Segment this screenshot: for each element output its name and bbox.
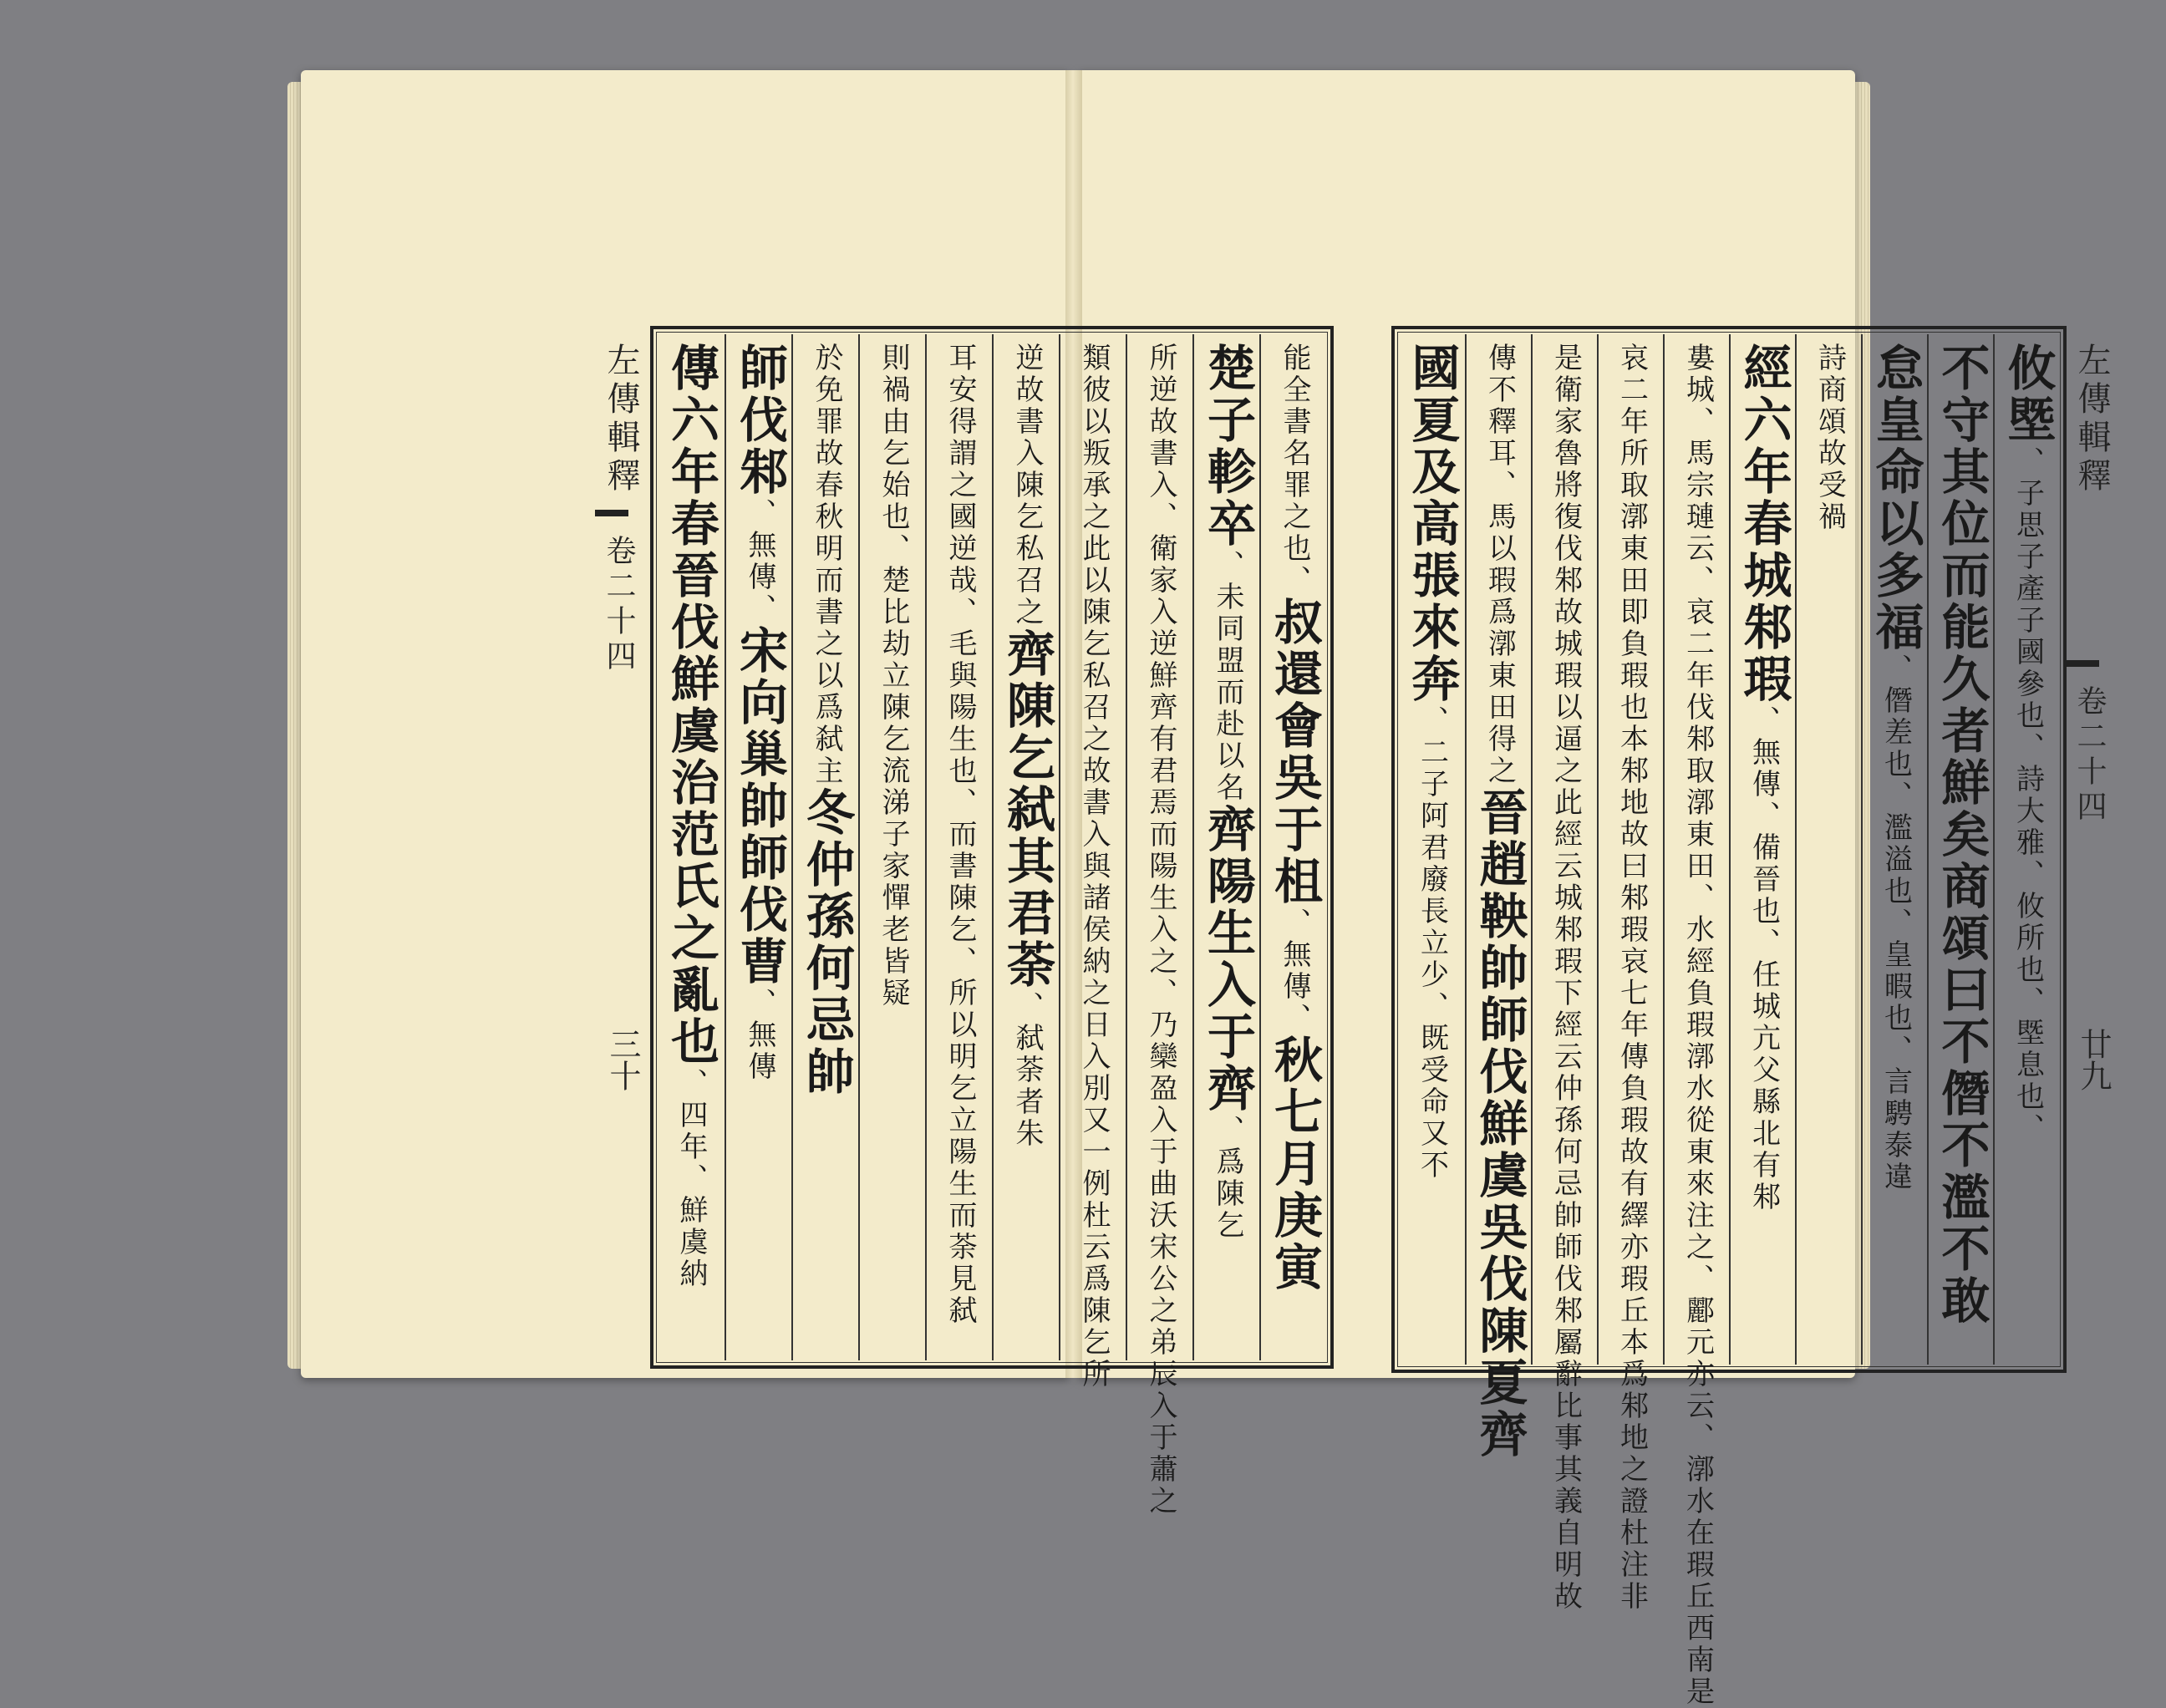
main-text: 攸塈: [1999, 343, 2057, 446]
text-column: [1597, 334, 1665, 1613]
commentary-text: 、爲陳乞: [1211, 1115, 1244, 1242]
main-text: 國夏及高張來奔: [1403, 343, 1461, 705]
main-text: 叔還會吳于柤: [1266, 597, 1323, 907]
left-header-volume: 卷二十四: [602, 535, 636, 675]
main-text: 楚子軫卒: [1199, 343, 1256, 550]
left-text-frame: [650, 326, 1334, 1517]
main-text: 宋向巢帥師伐曹: [731, 625, 788, 988]
text-column: [1795, 334, 1863, 1365]
main-text: 師伐邾: [731, 343, 788, 498]
commentary-text: 傳不釋耳、馬以瑕爲漷東田得之: [1482, 343, 1517, 787]
text-column: [1729, 334, 1797, 1365]
commentary-text: 、僭差也、濫溢也、皇暇也、言騁泰違: [1879, 653, 1913, 1193]
text-column: [1531, 334, 1599, 1613]
main-text: 怠皇命以多福: [1867, 343, 1924, 653]
commentary-text: 逆故書入陳乞私召之: [1010, 343, 1044, 628]
main-text: 傳六年春晉伐鮮虞治范氏之亂也: [663, 343, 719, 1068]
left-header-title: 左傳輯釋: [602, 343, 640, 496]
commentary-text: 能全書名罪之也、: [1278, 343, 1311, 597]
right-page-number: 廿九: [2075, 1028, 2112, 1091]
text-column: [1861, 334, 1929, 1365]
right-text-frame: [1391, 326, 2067, 1708]
commentary-text: 、子思子產子國參也、詩大雅、攸所也、塈息也、: [2011, 446, 2045, 1145]
main-text: 齊陽生入于齊: [1199, 804, 1256, 1115]
right-header-volume: 卷二十四: [2072, 685, 2107, 826]
main-text: 晉趙鞅帥師伐鮮虞吳伐陳夏齊: [1471, 787, 1528, 1461]
main-text: 齊陳乞弑其君荼: [999, 628, 1055, 991]
commentary-text: 、無傳、備晉也、任城亢父縣北有邾: [1747, 705, 1781, 1213]
commentary-text: 、無傳: [743, 988, 776, 1083]
text-column: [1663, 334, 1731, 1708]
right-header-divider: [2066, 660, 2099, 667]
text-column: [1059, 334, 1127, 1390]
text-column: [925, 334, 994, 1360]
commentary-text: 、無傳、: [743, 498, 776, 625]
commentary-text: 、無傳、: [1278, 907, 1311, 1034]
commentary-text: 詩商頌故受禍: [1813, 343, 1847, 533]
text-column: [1927, 334, 1995, 1365]
main-text: 冬仲孫何忌帥: [798, 787, 855, 1098]
text-column: [858, 334, 927, 1360]
text-column: [1399, 334, 1465, 1365]
commentary-text: 、未同盟而赴以名: [1211, 550, 1244, 804]
text-column: [1465, 334, 1533, 1461]
main-text: 秋七月庚寅: [1266, 1034, 1323, 1294]
commentary-text: 、弑荼者朱: [1010, 991, 1044, 1150]
text-column: [725, 334, 793, 1360]
commentary-text: 婁城、馬宗璉云、哀二年伐邾取漷東田、水經負瑕漷水從東來注之、酈元亦云、漷水在瑕丘西南是: [1680, 343, 1715, 1708]
commentary-text: 則禍由乞始也、楚比劫立陳乞流涕子家憚老皆疑: [877, 343, 910, 1009]
left-header-divider: [595, 510, 628, 516]
main-text: 經六年春城邾瑕: [1735, 343, 1792, 705]
commentary-text: 類彼以叛承之此以陳乞私召之故書入與諸侯納之日入別又一例杜云爲陳乞所: [1077, 343, 1111, 1390]
commentary-text: 於免罪故春秋明而書之以爲弑主: [810, 343, 843, 787]
text-column: [1192, 334, 1261, 1360]
text-column: [1993, 334, 2061, 1365]
commentary-text: 哀二年所取漷東田即負瑕也本邾地故曰邾瑕哀七年傳負瑕故有繹亦瑕丘本爲邾地之證杜注非: [1614, 343, 1649, 1613]
commentary-text: 所逆故書入、衛家入逆鮮齊有君焉而陽生入之、乃欒盈入于曲沃宋公之弟辰入于蕭之: [1144, 343, 1177, 1517]
book-spread: [292, 58, 2112, 1708]
text-column: [992, 334, 1060, 1360]
right-header-title: 左傳輯釋: [2072, 343, 2111, 496]
text-column: [791, 334, 860, 1360]
commentary-text: 、四年、鮮虞納: [674, 1068, 708, 1290]
text-column: [658, 334, 725, 1360]
text-column: [1259, 334, 1328, 1360]
commentary-text: 是衛家魯將復伐邾故城瑕以逼之此經云城邾瑕下經云仲孫何忌帥師伐邾屬辭比事其義自明故: [1548, 343, 1583, 1613]
main-text: 不守其位而能久者鮮矣商頌曰不僭不濫不敢: [1933, 343, 1991, 1327]
left-page-number: 三十: [604, 1028, 641, 1091]
text-column: [1126, 334, 1194, 1517]
commentary-text: 、二子阿君廢長立少、既受命又不: [1415, 705, 1449, 1182]
commentary-text: 耳安得謂之國逆哉、毛與陽生也、而書陳乞、所以明乞立陽生而荼見弑: [943, 343, 977, 1327]
